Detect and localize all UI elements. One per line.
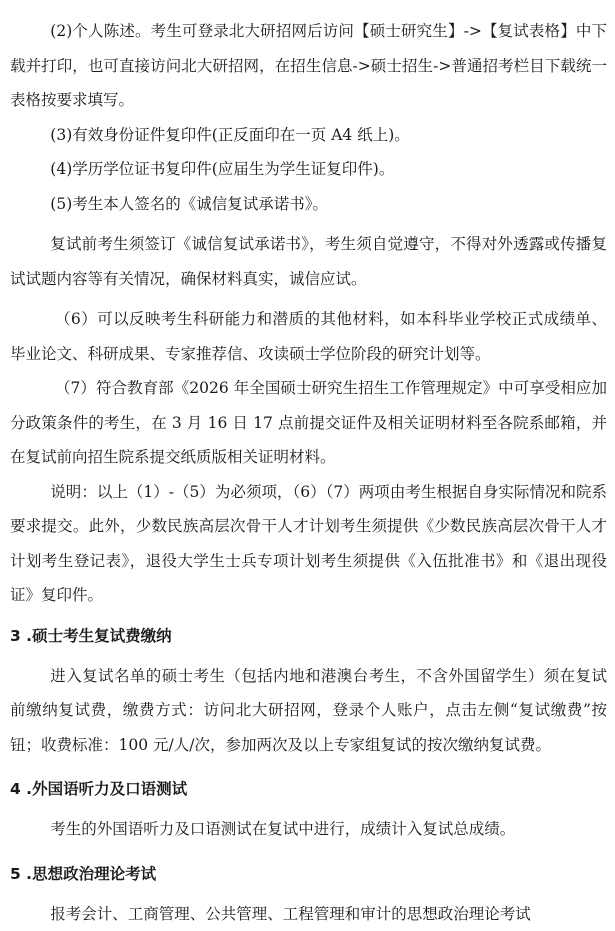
paragraph-signed-pledge: (5)考生本人签名的《诚信复试承诺书》。 (10, 187, 607, 222)
section-heading-retest-fee: 3 .硕士考生复试费缴纳 (10, 619, 607, 653)
paragraph-pledge-note: 复试前考生须签订《诚信复试承诺书》，考生须自觉遵守，不得对外透露或传播复试试题内容等有关情况，确保材料真实，诚信应试。 (10, 227, 607, 296)
paragraph-id-copy: (3)有效身份证件复印件(正反面印在一页 A4 纸上)。 (10, 118, 607, 153)
paragraph-explanation: 说明：以上（1）-（5）为必须项，（6）（7）两项由考生根据自身实际情况和院系要求提交。此外，少数民族高层次骨干人才计划考生须提供《少数民族高层次骨干人才计划考生登记表》，退役大学生士兵专项计划考生须提供《入伍批准书》和《退出现役证》复印件。 (10, 475, 607, 613)
paragraph-bonus-policy: （7）符合教育部《2026 年全国硕士研究生招生工作管理规定》中可享受相应加分政策条件的考生，在 3 月 16 日 17 点前提交证件及相关证明材料至各院系邮箱，并在复试前向招生院系提交纸质版相关证明材料。 (10, 371, 607, 475)
paragraph-degree-copy: (4)学历学位证书复印件(应届生为学生证复印件)。 (10, 152, 607, 187)
section-heading-language-test: 4 .外国语听力及口语测试 (10, 772, 607, 806)
paragraph-language-test: 考生的外国语听力及口语测试在复试中进行，成绩计入复试总成绩。 (10, 812, 607, 847)
section-heading-politics-exam: 5 .思想政治理论考试 (10, 857, 607, 891)
paragraph-retest-fee: 进入复试名单的硕士考生（包括内地和港澳台考生，不含外国留学生）须在复试前缴纳复试费，缴费方式：访问北大研招网，登录个人账户，点击左侧“复试缴费”按钮；收费标准：100 元/人/次，参加两次及以上专家组复试的按次缴纳复试费。 (10, 659, 607, 763)
paragraph-politics-exam: 报考会计、工商管理、公共管理、工程管理和审计的思想政治理论考试 (10, 897, 607, 931)
paragraph-personal-statement: (2)个人陈述。考生可登录北大研招网后访问【硕士研究生】->【复试表格】中下载并打印，也可直接访问北大研招网，在招生信息->硕士招生->普通招考栏目下载统一表格按要求填写。 (10, 14, 607, 118)
paragraph-research-materials: （6）可以反映考生科研能力和潜质的其他材料，如本科毕业学校正式成绩单、毕业论文、科研成果、专家推荐信、攻读硕士学位阶段的研究计划等。 (10, 302, 607, 371)
